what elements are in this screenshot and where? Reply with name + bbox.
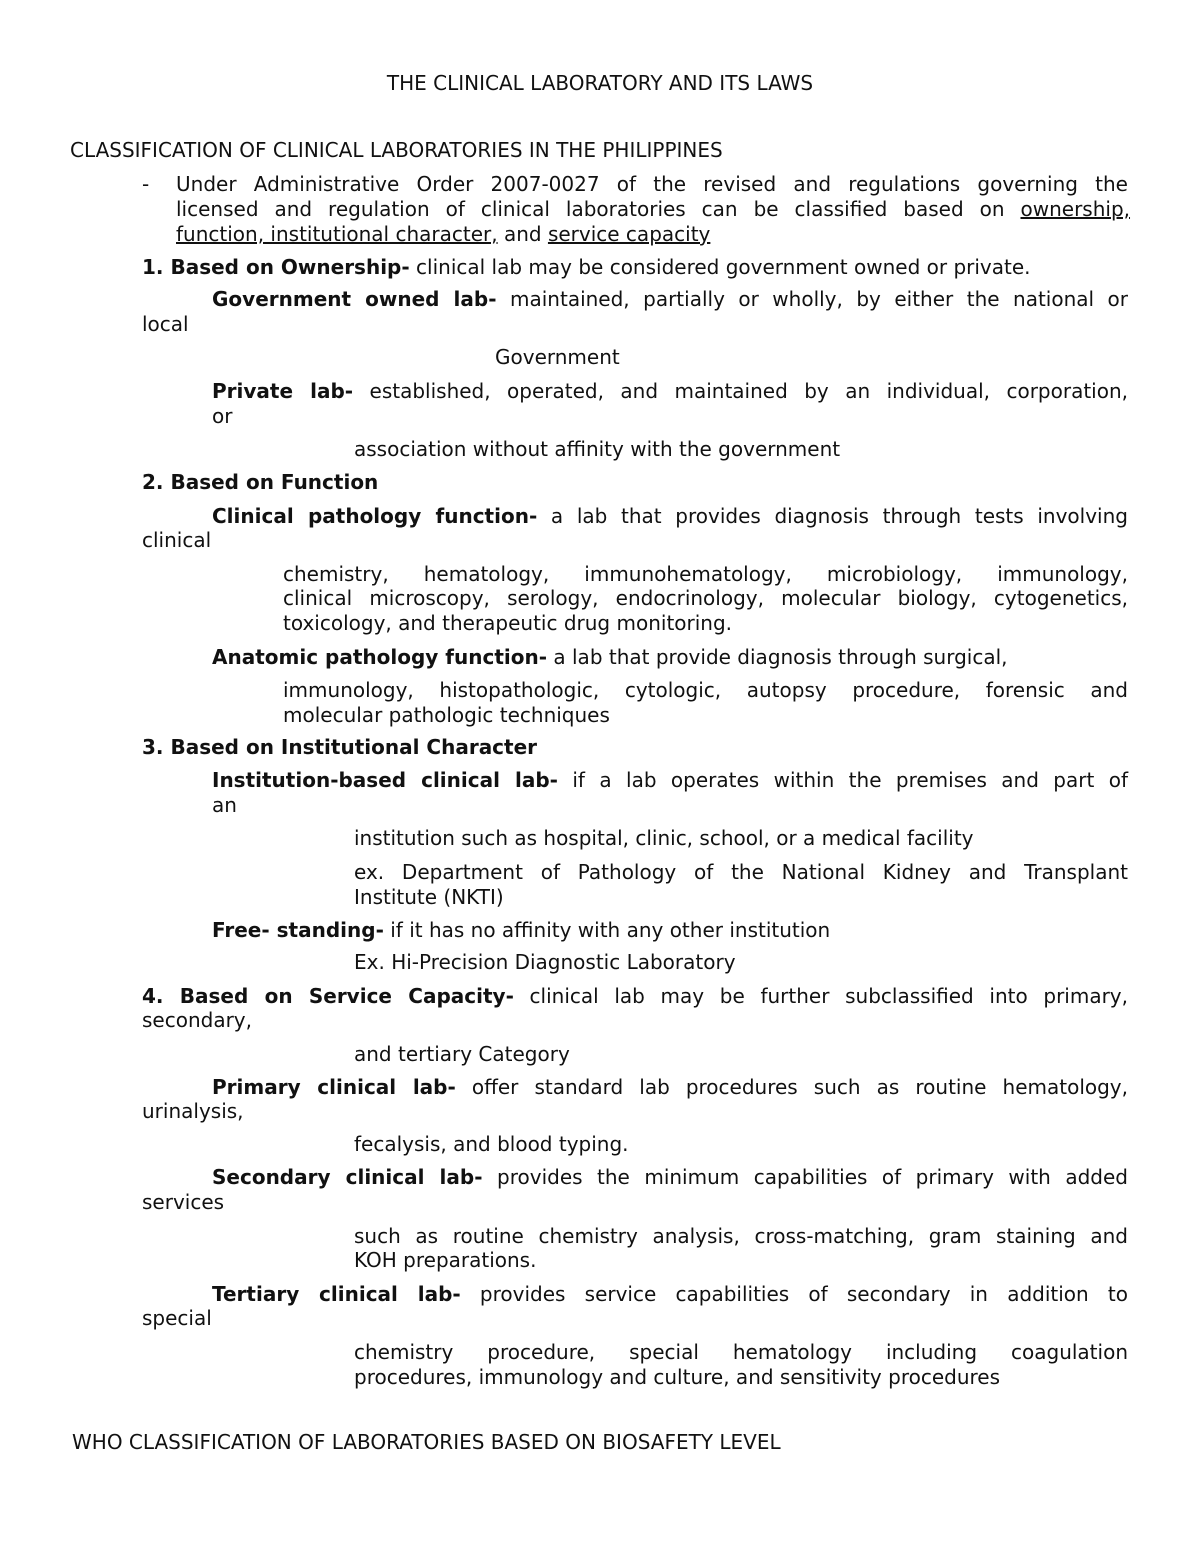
- institution-based-cont: an: [212, 793, 237, 817]
- private-lab: Private lab- established, operated, and maintained by an individual, corporation,: [212, 379, 1128, 403]
- institutional-heading: 3. Based on Institutional Character: [142, 735, 538, 759]
- service-capacity-cont: secondary,: [142, 1008, 252, 1032]
- government-owned-lab: Government owned lab- maintained, partially or wholly, by either the national or: [212, 287, 1129, 311]
- secondary-clinical-lab-cont: services: [142, 1190, 225, 1214]
- intro-line-1: Under Administrative Order 2007-0027 of the revised and regulations governing the: [176, 172, 1128, 196]
- tertiary-line-1: chemistry procedure, special hematology including coagulation: [354, 1340, 1128, 1364]
- clinical-pathology-function: Clinical pathology function- a lab that provides diagnosis through tests involving: [212, 504, 1128, 528]
- tertiary-clinical-lab: Tertiary clinical lab- provides service capabilities of secondary in addition to: [212, 1282, 1128, 1306]
- institution-based-lab: Institution-based clinical lab- if a lab operates within the premises and part of: [212, 768, 1128, 792]
- primary-clinical-lab-cont2: fecalysis, and blood typing.: [354, 1132, 629, 1156]
- clinical-pathology-line-3: toxicology, and therapeutic drug monitoring.: [283, 611, 733, 635]
- section-heading-who: WHO CLASSIFICATION OF LABORATORIES BASED ON BIOSAFETY LEVEL: [72, 1430, 781, 1454]
- secondary-clinical-lab: Secondary clinical lab- provides the minimum capabilities of primary with added: [212, 1165, 1128, 1189]
- service-capacity-cont2: and tertiary Category: [354, 1042, 570, 1066]
- function-heading: 2. Based on Function: [142, 470, 379, 494]
- private-lab-cont: or: [212, 404, 233, 428]
- tertiary-clinical-lab-cont: special: [142, 1306, 212, 1330]
- tertiary-line-2: procedures, immunology and culture, and sensitivity procedures: [354, 1365, 1001, 1389]
- government-owned-lab-cont2: Government: [495, 345, 620, 369]
- primary-clinical-lab-cont: urinalysis,: [142, 1099, 244, 1123]
- bullet-marker: -: [142, 172, 150, 196]
- free-standing-example: Ex. Hi-Precision Diagnostic Laboratory: [354, 950, 736, 974]
- page-title: THE CLINICAL LABORATORY AND ITS LAWS: [386, 71, 814, 95]
- anatomic-pathology-line-1: immunology, histopathologic, cytologic, autopsy procedure, forensic and: [283, 678, 1128, 702]
- section-heading-philippines: CLASSIFICATION OF CLINICAL LABORATORIES IN THE PHILIPPINES: [70, 138, 723, 162]
- clinical-pathology-line-2: clinical microscopy, serology, endocrinology, molecular biology, cytogenetics,: [283, 586, 1128, 610]
- intro-line-3: function, institutional character, and service capacity: [176, 222, 711, 246]
- secondary-line-2: KOH preparations.: [354, 1248, 537, 1272]
- government-owned-lab-cont: local: [142, 312, 189, 336]
- intro-line-2: licensed and regulation of clinical laboratories can be classified based on ownership,: [176, 197, 1131, 221]
- institution-example-2: Institute (NKTI): [354, 885, 504, 909]
- institution-example-1: ex. Department of Pathology of the National Kidney and Transplant: [354, 860, 1128, 884]
- clinical-pathology-cont: clinical: [142, 528, 212, 552]
- function-link-text: function, institutional character,: [176, 222, 498, 246]
- service-capacity-link-text: service capacity: [547, 222, 711, 246]
- anatomic-pathology-function: Anatomic pathology function- a lab that provide diagnosis through surgical,: [212, 645, 1008, 669]
- private-lab-cont2: association without affinity with the government: [354, 437, 841, 461]
- ownership-heading: 1. Based on Ownership- clinical lab may be considered government owned or private.: [142, 255, 1031, 279]
- anatomic-pathology-line-2: molecular pathologic techniques: [283, 703, 610, 727]
- free-standing-lab: Free- standing- if it has no affinity with any other institution: [212, 918, 831, 942]
- institution-based-line-1: institution such as hospital, clinic, school, or a medical facility: [354, 826, 974, 850]
- ownership-link-text: ownership,: [1020, 197, 1131, 221]
- secondary-line-1: such as routine chemistry analysis, cross-matching, gram staining and: [354, 1224, 1128, 1248]
- service-capacity-heading: 4. Based on Service Capacity- clinical lab may be further subclassified into primary,: [142, 984, 1129, 1008]
- clinical-pathology-line-1: chemistry, hematology, immunohematology, microbiology, immunology,: [283, 562, 1128, 586]
- primary-clinical-lab: Primary clinical lab- offer standard lab procedures such as routine hematology,: [212, 1075, 1128, 1099]
